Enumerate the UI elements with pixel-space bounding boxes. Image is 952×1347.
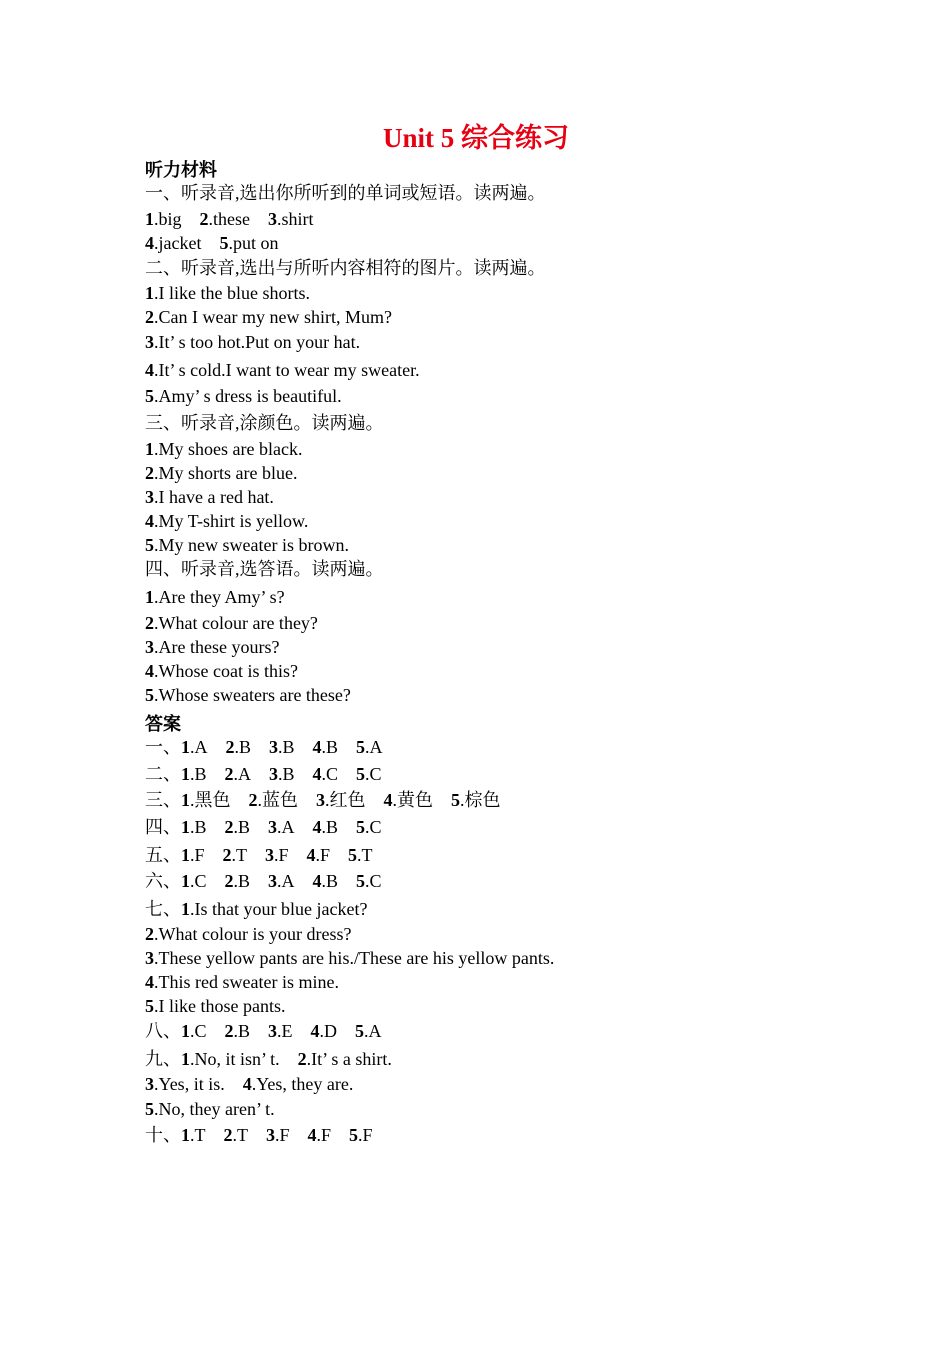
- answer-row-8: 八、1.C 2.B 3.E 4.D 5.A: [145, 1021, 382, 1041]
- page-title: Unit 5 综合练习: [382, 123, 569, 153]
- section-3-instruction: 三、听录音,涂颜色。读两遍。: [145, 413, 384, 433]
- section-4-item: 4.Whose coat is this?: [145, 661, 298, 681]
- section-3-item: 5.My new sweater is brown.: [145, 535, 349, 555]
- section-2-item: 3.It’ s too hot.Put on your hat.: [145, 332, 361, 352]
- answer-row-9-line-1: 九、1.No, it isn’ t. 2.It’ s a shirt.: [145, 1049, 392, 1069]
- answer-row-9-line-3: 5.No, they aren’ t.: [145, 1099, 275, 1119]
- section-3-item: 2.My shorts are blue.: [145, 463, 298, 483]
- answer-row-5: 五、1.F 2.T 3.F 4.F 5.T: [145, 845, 373, 865]
- section-2-item: 4.It’ s cold.I want to wear my sweater.: [145, 360, 420, 380]
- section-4-item: 3.Are these yours?: [145, 637, 280, 657]
- answers-heading: 答案: [145, 714, 181, 735]
- section-1-line-2: 4.jacket 5.put on: [145, 233, 279, 253]
- answer-row-3: 三、1.黑色 2.蓝色 3.红色 4.黄色 5.棕色: [145, 790, 501, 810]
- answer-row-10: 十、1.T 2.T 3.F 4.F 5.F: [145, 1125, 373, 1145]
- section-2-item: 2.Can I wear my new shirt, Mum?: [145, 307, 392, 327]
- answer-row-2: 二、1.B 2.A 3.B 4.C 5.C: [145, 764, 382, 784]
- answer-row-6: 六、1.C 2.B 3.A 4.B 5.C: [145, 871, 382, 891]
- listening-heading: 听力材料: [145, 160, 217, 181]
- answer-row-7-line: 5.I like those pants.: [145, 996, 286, 1016]
- section-3-item: 3.I have a red hat.: [145, 487, 274, 507]
- answer-row-9-line-2: 3.Yes, it is. 4.Yes, they are.: [145, 1074, 354, 1094]
- answer-row-7-line: 4.This red sweater is mine.: [145, 972, 339, 992]
- answer-row-4: 四、1.B 2.B 3.A 4.B 5.C: [145, 817, 382, 837]
- answer-row-7-line: 2.What colour is your dress?: [145, 924, 352, 944]
- section-2-instruction: 二、听录音,选出与所听内容相符的图片。读两遍。: [145, 258, 546, 278]
- section-3-item: 1.My shoes are black.: [145, 439, 303, 459]
- section-4-item: 1.Are they Amy’ s?: [145, 587, 285, 607]
- answer-row-7-line: 3.These yellow pants are his./These are his yellow pants.: [145, 948, 555, 968]
- section-1-line-1: 1.big 2.these 3.shirt: [145, 209, 314, 229]
- section-1-instruction: 一、听录音,选出你所听到的单词或短语。读两遍。: [145, 183, 546, 203]
- section-4-item: 5.Whose sweaters are these?: [145, 685, 351, 705]
- answer-row-1: 一、1.A 2.B 3.B 4.B 5.A: [145, 737, 383, 757]
- section-4-instruction: 四、听录音,选答语。读两遍。: [145, 559, 384, 579]
- section-2-item: 1.I like the blue shorts.: [145, 283, 310, 303]
- section-2-item: 5.Amy’ s dress is beautiful.: [145, 386, 342, 406]
- section-4-item: 2.What colour are they?: [145, 613, 318, 633]
- section-3-item: 4.My T-shirt is yellow.: [145, 511, 309, 531]
- answer-row-7-line-1: 七、1.Is that your blue jacket?: [145, 899, 368, 919]
